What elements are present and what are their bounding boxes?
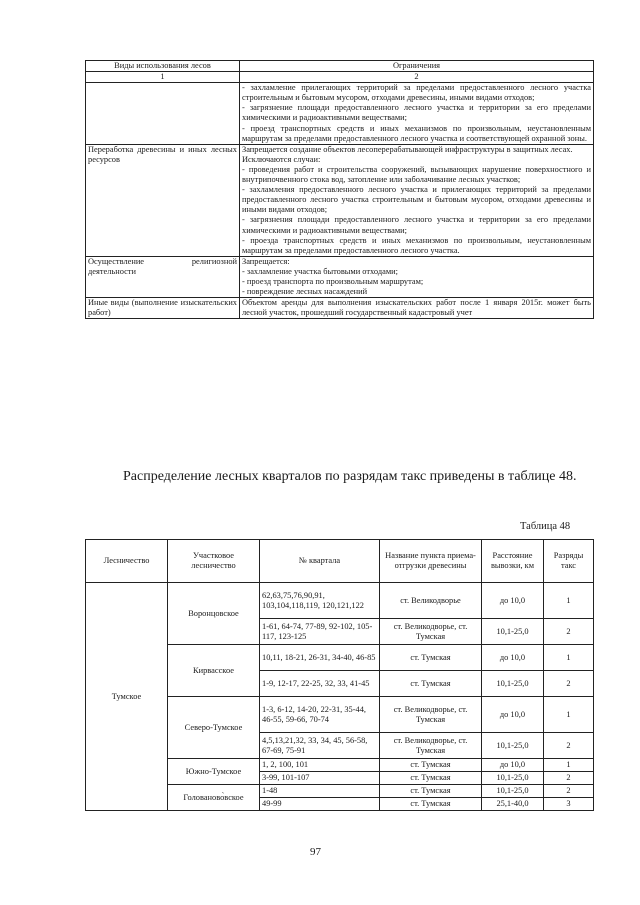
rank-cell: 2 bbox=[544, 733, 594, 759]
empty-cell bbox=[86, 83, 240, 145]
quarter-cell: 1-61, 64-74, 77-89, 92-102, 105-117, 123-125 bbox=[260, 619, 380, 645]
distance-cell: 10,1-25,0 bbox=[482, 671, 544, 697]
body-paragraph bbox=[85, 466, 593, 488]
point-cell: ст. Тумская bbox=[380, 785, 482, 798]
restriction-cell bbox=[240, 144, 594, 256]
header-num-1: 1 bbox=[86, 72, 240, 83]
distance-cell: 10,1-25,0 bbox=[482, 785, 544, 798]
point-cell: ст. Великодворье, ст. Тумская bbox=[380, 697, 482, 733]
header-distance: Расстояние вывозки, км bbox=[482, 540, 544, 583]
distance-cell: до 10,0 bbox=[482, 697, 544, 733]
header-use: Виды использования лесов bbox=[86, 61, 240, 72]
district-cell: Кирвасское bbox=[168, 645, 260, 697]
restriction-line: Запрещается создание объектов лесоперерабатывающей инфраструктуры в защитных лесах. bbox=[242, 144, 573, 154]
point-cell: ст. Тумская bbox=[380, 798, 482, 811]
header-num-2: 2 bbox=[240, 72, 594, 83]
rank-cell: 2 bbox=[544, 619, 594, 645]
restriction-line: - захламление участка бытовыми отходами; bbox=[242, 266, 398, 276]
rank-cell: 1 bbox=[544, 645, 594, 671]
quarter-cell: 62,63,75,76,90,91, 103,104,118,119, 120,121,122 bbox=[260, 583, 380, 619]
table-48 bbox=[85, 539, 594, 811]
table-caption: Таблица 48 bbox=[520, 521, 571, 532]
quarter-cell: 1-48 bbox=[260, 785, 380, 798]
distance-cell: 10,1-25,0 bbox=[482, 733, 544, 759]
use-cell: Переработка древесины и иных лесных ресурсов bbox=[86, 144, 240, 256]
restriction-line: - захламление прилегающих территорий за пределами предоставленного лесного участка строительным и бытовым мусором, отходами древесины, иными видами отходов; bbox=[242, 83, 591, 103]
distance-cell: до 10,0 bbox=[482, 645, 544, 671]
quarter-cell: 1-9, 12-17, 22-25, 32, 33, 41-45 bbox=[260, 671, 380, 697]
restriction-line: - повреждение лесных насаждений bbox=[242, 287, 368, 297]
point-cell: ст. Тумская bbox=[380, 772, 482, 785]
header-quarter: № квартала bbox=[260, 540, 380, 583]
rank-cell: 1 bbox=[544, 697, 594, 733]
quarter-cell: 1-3, 6-12, 14-20, 22-31, 35-44, 46-55, 59-66, 70-74 bbox=[260, 697, 380, 733]
point-cell: ст. Великодворье, ст. Тумская bbox=[380, 619, 482, 645]
rank-cell: 2 bbox=[544, 671, 594, 697]
quarter-cell: 1, 2, 100, 101 bbox=[260, 759, 380, 772]
district-cell: Северо-Тумское bbox=[168, 697, 260, 759]
distance-cell: до 10,0 bbox=[482, 759, 544, 772]
restriction-cell bbox=[240, 256, 594, 297]
point-cell: ст. Тумская bbox=[380, 759, 482, 772]
header-restrictions: Ограничения bbox=[240, 61, 594, 72]
distance-cell: 10,1-25,0 bbox=[482, 619, 544, 645]
quarter-cell: 3-99, 101-107 bbox=[260, 772, 380, 785]
restriction-line: - проезд транспортных средств и иных механизмов по произвольным, неустановленным маршрутам за пределами предоставленного лесного участка и соответствующей охранной зоны. bbox=[242, 123, 591, 143]
restriction-line: Запрещается: bbox=[242, 256, 290, 266]
header-rank: Разряды такс bbox=[544, 540, 594, 583]
distance-cell: 10,1-25,0 bbox=[482, 772, 544, 785]
district-cell: Голованово̀вское bbox=[168, 785, 260, 811]
point-cell: ст. Великодворье, ст. Тумская bbox=[380, 733, 482, 759]
restrictions-table bbox=[85, 60, 594, 319]
quarter-cell: 10,11, 18-21, 26-31, 34-40, 46-85 bbox=[260, 645, 380, 671]
restriction-line: - загрязнения площади предоставленного лесного участка и территории за его пределами химическими и радиоактивными веществами; bbox=[242, 215, 591, 235]
page-number: 97 bbox=[310, 846, 321, 858]
restriction-cell bbox=[240, 298, 594, 319]
continuation-cell bbox=[240, 83, 594, 145]
rank-cell: 1 bbox=[544, 759, 594, 772]
point-cell: ст. Тумская bbox=[380, 671, 482, 697]
district-cell: Воронцовское bbox=[168, 583, 260, 645]
point-cell: ст. Тумская bbox=[380, 645, 482, 671]
point-cell: ст. Великодворье bbox=[380, 583, 482, 619]
restriction-line: - проезда транспортных средств и иных механизмов по произвольным, неустановленным маршрутам за пределами предоставленного лесного участка. bbox=[242, 235, 591, 255]
district-cell: Южно-Тумское bbox=[168, 759, 260, 785]
quarter-cell: 49-99 bbox=[260, 798, 380, 811]
restriction-line: - проведения работ и строительства сооружений, вызывающих нарушение поверхностного и внутрипочвенного стока вод, затопление или заболачивание лесных участков; bbox=[242, 164, 591, 185]
quarter-cell: 4,5,13,21,32, 33, 34, 45, 56-58, 67-69, 75-91 bbox=[260, 733, 380, 759]
distance-cell: до 10,0 bbox=[482, 583, 544, 619]
rank-cell: 3 bbox=[544, 798, 594, 811]
header-forestry: Лесничество bbox=[86, 540, 168, 583]
restriction-line: Исключаются случаи: bbox=[242, 154, 321, 164]
restriction-line: - загрязнение площади предоставленного лесного участка и территории за его пределами химическими и радиоактивными веществами; bbox=[242, 103, 591, 123]
restriction-line: Объектом аренды для выполнения изыскательских работ после 1 января 2015г. может быть лесной участок, прошедший государственный кадастровый учет bbox=[242, 298, 591, 318]
restriction-line: - захламления предоставленного лесного участка и прилегающих территорий за пределами предоставленного лесного участка строительным и бытовым мусором, отходами древесины и иными видами отходов; bbox=[242, 185, 591, 215]
table-row bbox=[86, 583, 594, 619]
paragraph-text: Распределение лесных кварталов по разрядам такс приведены в таблице 48. bbox=[123, 469, 577, 484]
header-point: Название пункта приема-отгрузки древесины bbox=[380, 540, 482, 583]
rank-cell: 1 bbox=[544, 583, 594, 619]
restriction-line: - проезд транспорта по произвольным маршрутам; bbox=[242, 276, 424, 286]
rank-cell: 2 bbox=[544, 785, 594, 798]
use-cell: Осуществление религиозной деятельности bbox=[86, 256, 240, 297]
rank-cell: 2 bbox=[544, 772, 594, 785]
use-cell: Иные виды (выполнение изыскательских работ) bbox=[86, 298, 240, 319]
distance-cell: 25,1-40,0 bbox=[482, 798, 544, 811]
header-district: Участковое лесничество bbox=[168, 540, 260, 583]
forestry-cell: Тумское bbox=[86, 583, 168, 811]
